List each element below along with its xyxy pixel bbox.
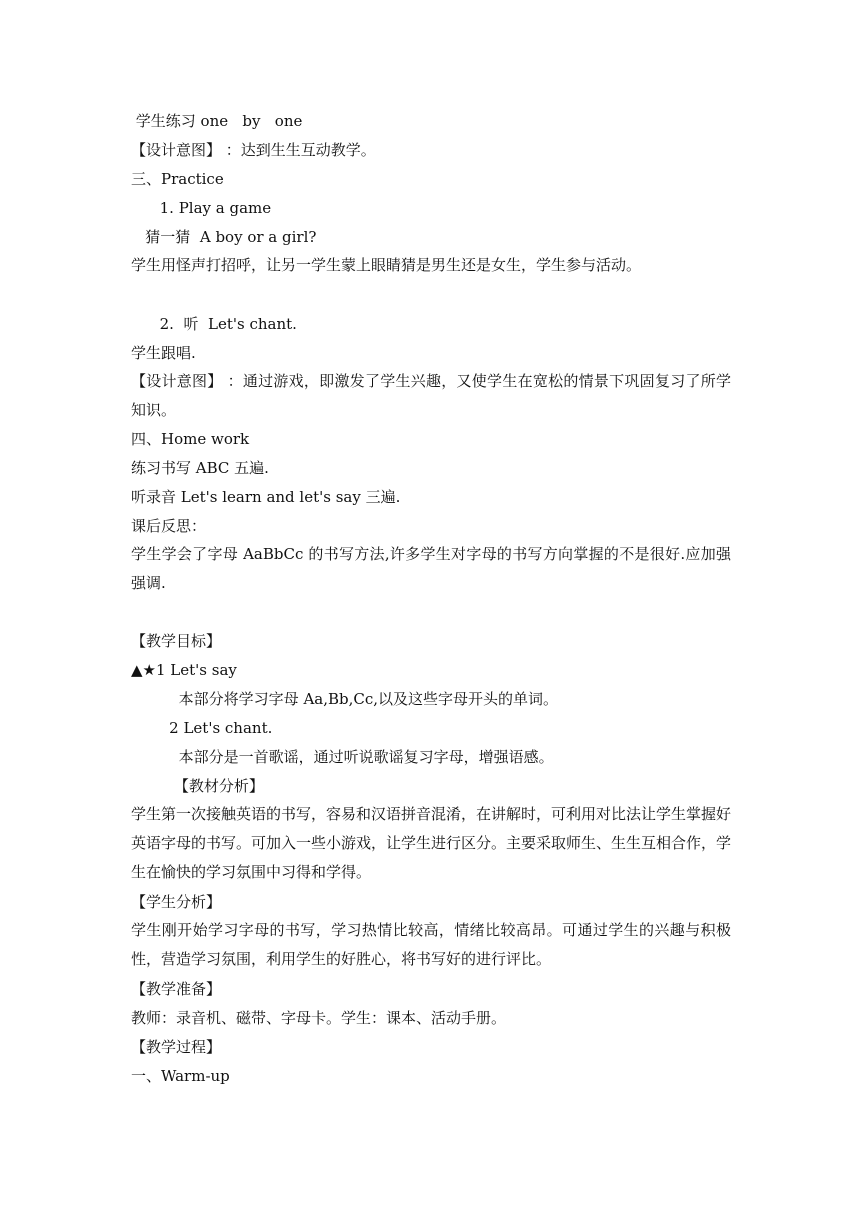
text-line: 学生跟唱. — [131, 344, 196, 362]
section-heading-process: 【教学过程】 — [131, 1038, 222, 1056]
paragraph: 学生用怪声打招呼，让另一学生蒙上眼睛猜是男生还是女生，学生参与活动。 — [131, 256, 642, 274]
section-heading-preparation: 【教学准备】 — [131, 980, 222, 998]
section-heading-practice: 三、Practice — [131, 170, 224, 188]
student-analysis-paragraph: 学生刚开始学习字母的书写，学习热情比较高，情绪比较高昂。可通过学生的兴趣与积极性，营造学习氛围，利用学生的好胜心，将书写好的进行评比。 — [131, 921, 731, 968]
text-line: 学生练习 one by one — [131, 112, 303, 130]
reflection-paragraph: 学生学会了字母 AaBbCc 的书写方法,许多学生对字母的书写方向掌握的不是很好.应加强强调. — [131, 545, 731, 592]
section-heading-objectives: 【教学目标】 — [131, 632, 222, 650]
section-heading-homework: 四、Home work — [131, 430, 250, 448]
text-line: 2. 听 Let's chant. — [131, 315, 297, 333]
material-analysis-paragraph: 学生第一次接触英语的书写，容易和汉语拼音混淆，在讲解时，可利用对比法让学生掌握好英语字母的书写。可加入一些小游戏，让学生进行区分。主要采取师生、生生互相合作，学生在愉快的学习氛围中习得和学得。 — [131, 805, 732, 881]
design-intent-line: 【设计意图】 ：达到生生互动教学。 — [131, 141, 376, 159]
text-line: ▲★1 Let's say — [131, 661, 237, 679]
text-line: 教师：录音机、磁带、字母卡。学生：课本、活动手册。 — [131, 1009, 507, 1027]
text-line: 听录音 Let's learn and let's say 三遍. — [131, 488, 401, 506]
text-line: 猜一猜 A boy or a girl? — [131, 228, 317, 246]
text-line: 练习书写 ABC 五遍. — [131, 459, 269, 477]
text-line: 本部分是一首歌谣，通过听说歌谣复习字母，增强语感。 — [131, 748, 554, 766]
text-line: 1. Play a game — [131, 199, 272, 217]
reflection-heading: 课后反思： — [131, 517, 207, 535]
section-heading-material-analysis: 【教材分析】 — [131, 777, 264, 795]
text-line: 本部分将学习字母 Aa,Bb,Cc,以及这些字母开头的单词。 — [131, 690, 559, 708]
section-heading-student-analysis: 【学生分析】 — [131, 893, 222, 911]
text-line: 2 Let's chant. — [131, 719, 273, 737]
section-heading-warmup: 一、Warm-up — [131, 1067, 230, 1085]
design-intent-paragraph: 【设计意图】 ：通过游戏，即激发了学生兴趣，又使学生在宽松的情景下巩固复习了所学知识。 — [131, 372, 731, 419]
